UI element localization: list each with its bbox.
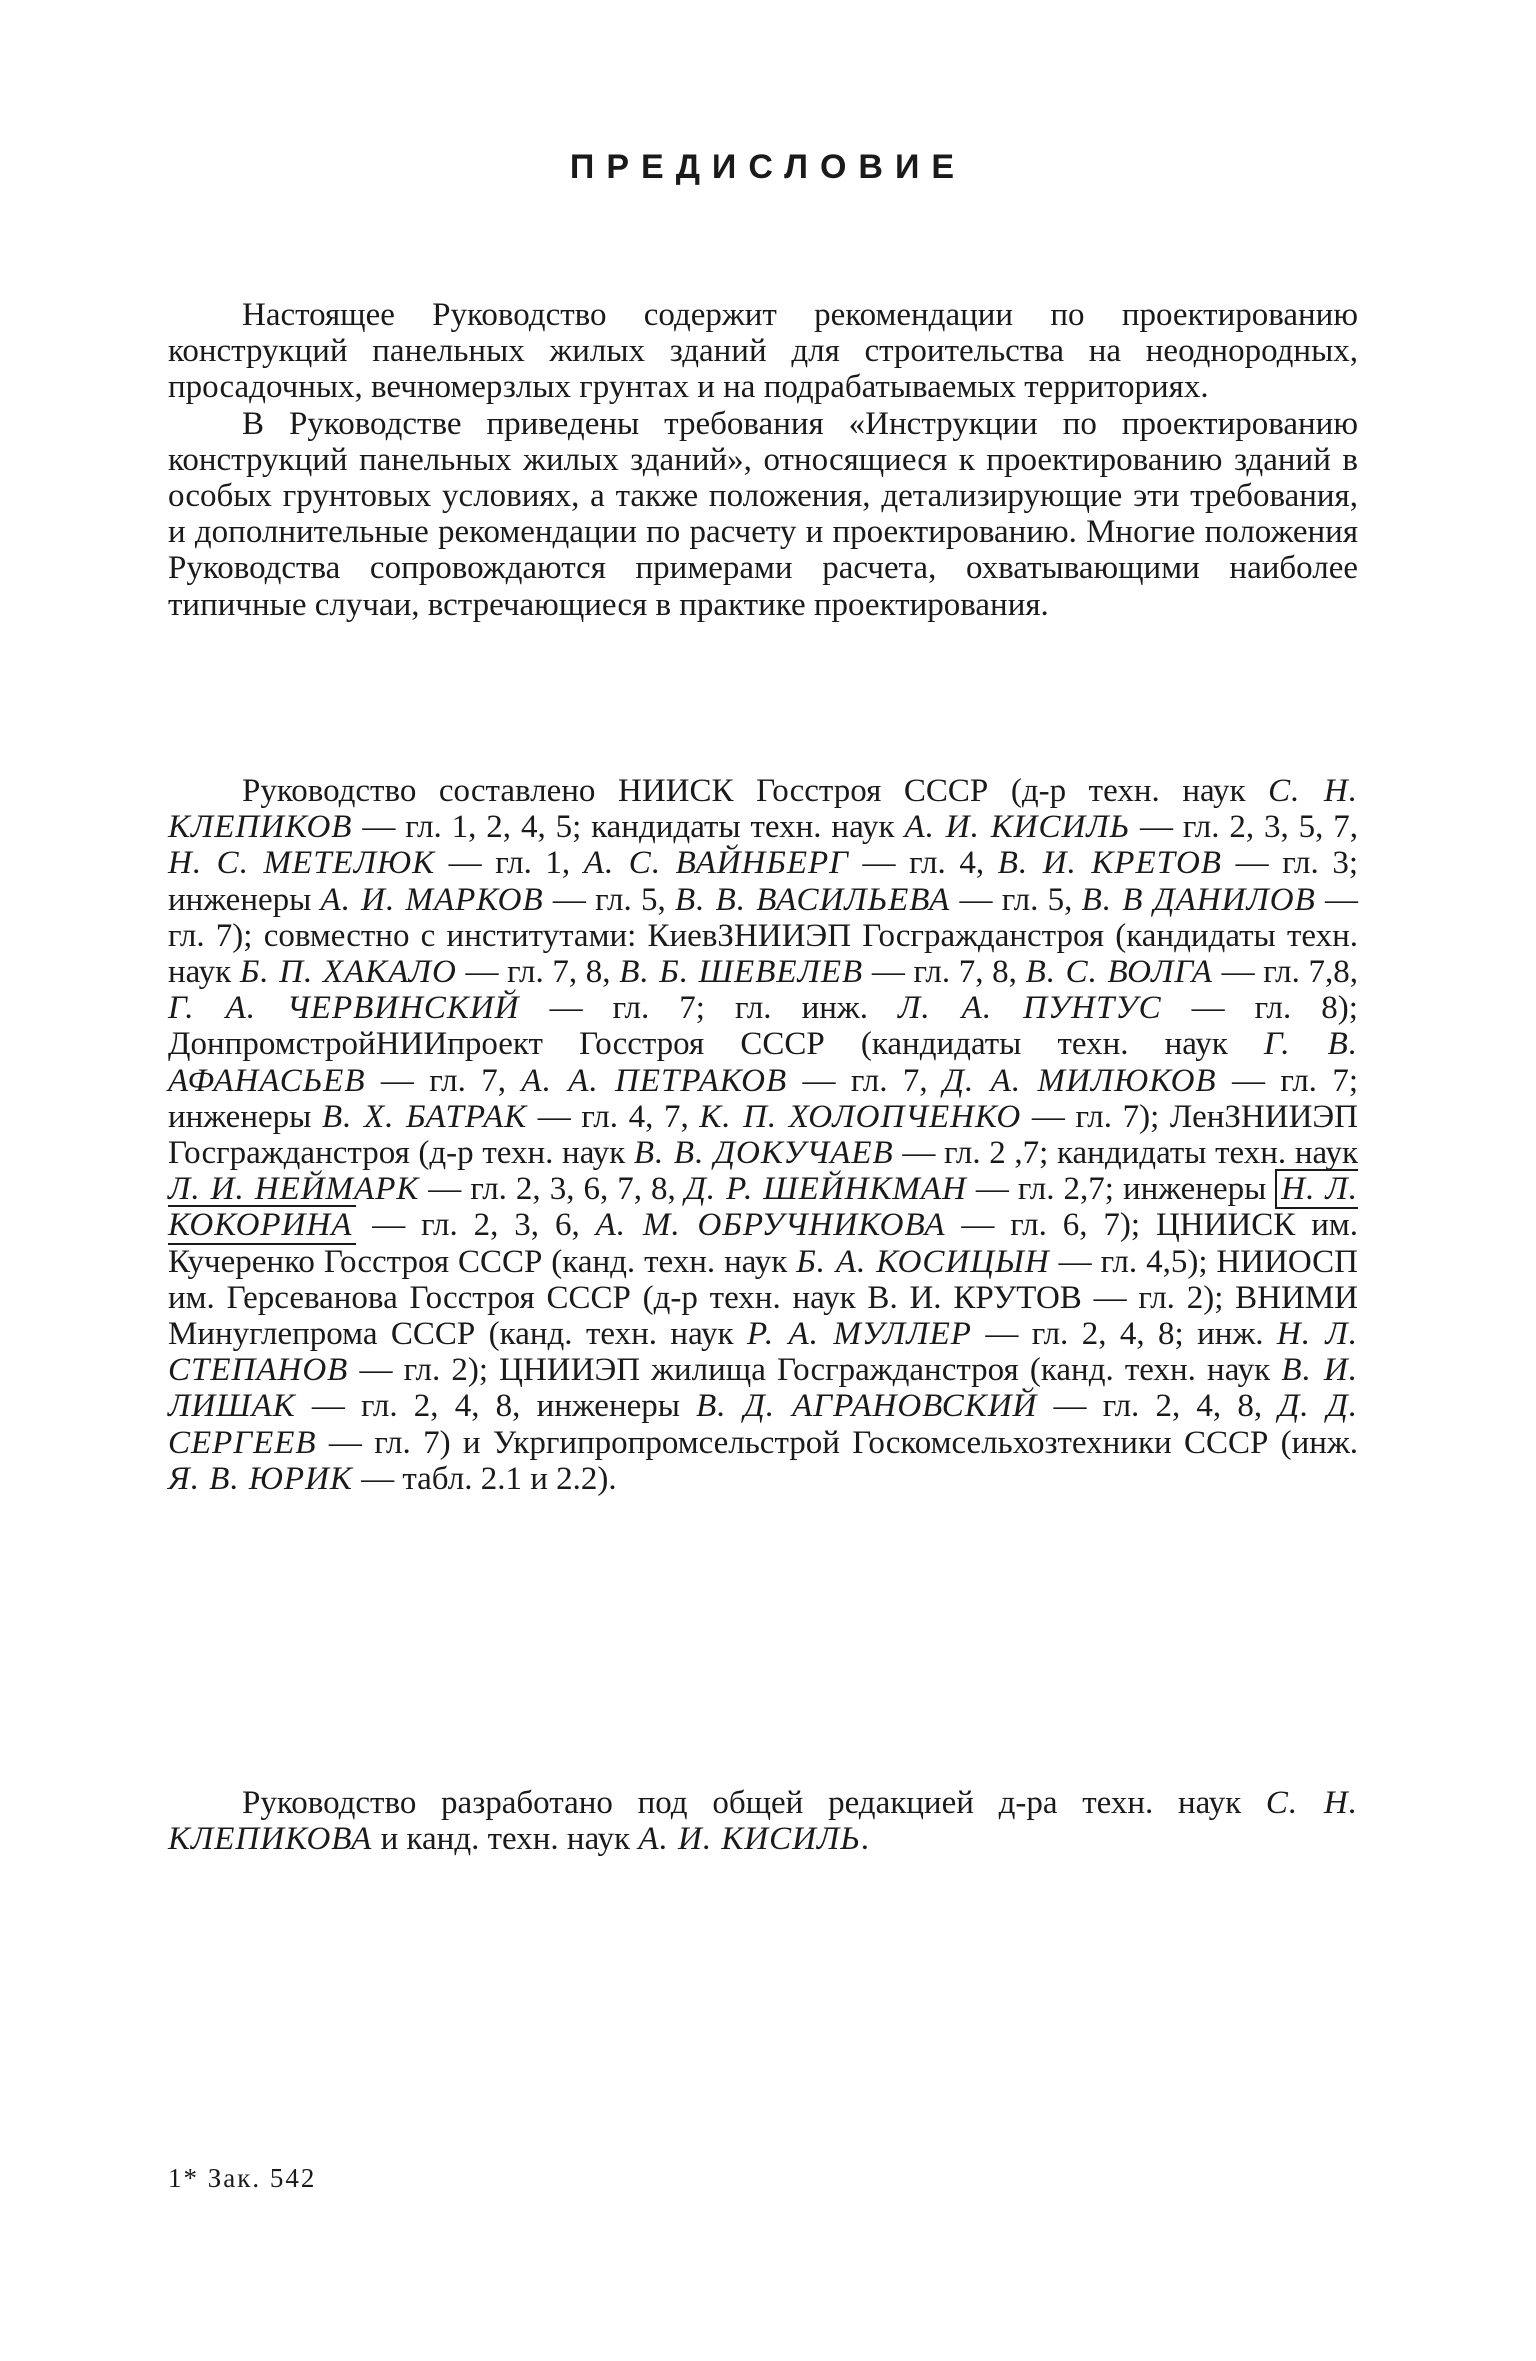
author-name: Б. П. ХАКАЛО xyxy=(239,954,457,991)
authors-text: — гл. 2, 3, 6, 7, 8, xyxy=(419,1171,685,1208)
editors-text: . xyxy=(860,1821,869,1858)
authors-text: — гл. 1, xyxy=(435,845,584,882)
author-name: В. Х. БАТРАК xyxy=(321,1098,528,1135)
editors-text: и канд. техн. наук xyxy=(372,1821,639,1858)
authors-section xyxy=(168,773,1358,1497)
authors-text: — гл. 6, 7); ЦНИИСК им. Кучеренко Госстроя СССР (канд. техн. наук xyxy=(168,1207,1359,1280)
author-name: С. Н. КЛЕПИКОВ xyxy=(168,773,1359,846)
authors-text: Руководство составлено НИИСК Госстроя СССР (д-р техн. наук xyxy=(242,773,1269,809)
authors-text: — гл. 7, xyxy=(787,1062,944,1099)
authors-text: — гл. 5, xyxy=(543,881,675,918)
author-name: К. П. ХОЛОПЧЕНКО xyxy=(699,1098,1022,1135)
author-name: А. М. ОБРУЧНИКОВА xyxy=(595,1207,946,1244)
authors-text: — гл. 2 ,7; кандидаты техн. наук xyxy=(893,1135,1358,1172)
authors-text: — гл. 2,7; инженеры xyxy=(966,1171,1276,1208)
author-name: В. И. КРЕТОВ xyxy=(997,845,1222,882)
author-name: Н. С. МЕТЕЛЮК xyxy=(168,845,436,882)
author-name: Р. А. МУЛЛЕР xyxy=(747,1316,972,1353)
author-name: Г. А. ЧЕРВИНСКИЙ xyxy=(168,990,520,1027)
author-name: Б. А. КОСИЦЫН xyxy=(796,1243,1050,1280)
author-name: Н. Л. СТЕПАНОВ xyxy=(168,1316,1358,1389)
author-name: В. Д. АГРАНОВСКИЙ xyxy=(696,1388,1038,1425)
author-name: Г. В. АФАНАСЬЕВ xyxy=(168,1026,1358,1099)
authors-text: — гл. 2, 4, 8, инженеры xyxy=(295,1388,697,1425)
author-name: А. И. КИСИЛЬ xyxy=(904,809,1131,846)
authors-text: — гл. 8); ДонпромстройНИИпроект Госстроя СССР (кандидаты техн. наук xyxy=(168,990,1358,1063)
author-name: Я. В. ЮРИК xyxy=(168,1460,353,1497)
editors-paragraph xyxy=(168,1785,1358,1857)
author-name-framed: Н. Л. КОКОРИНА xyxy=(168,1171,1359,1244)
author-name: В. В. ВАСИЛЬЕВА xyxy=(674,881,951,918)
intro-paragraph-1: Настоящее Руководство содержит рекомендации по проектированию конструкций панельных жилых зданий для строительства на неоднородных, просадочных, вечномерзлых грунтах и на подрабатываемых территориях. xyxy=(168,297,1358,406)
author-name: В. С. ВОЛГА xyxy=(1025,954,1213,991)
author-name: Л. И. НЕЙМАРК xyxy=(168,1171,420,1208)
authors-text: — табл. 2.1 и 2.2). xyxy=(352,1460,617,1497)
authors-text: — гл. 7); ЛенЗНИИЭП Госгражданстроя (д-р техн. наук xyxy=(168,1098,1359,1172)
authors-text: — гл. 2, 3, 5, 7, xyxy=(1130,809,1358,846)
authors-text: — гл. 4, 7, xyxy=(527,1098,700,1135)
authors-text: — гл. 7, xyxy=(365,1062,522,1099)
author-name: В. В ДАНИЛОВ xyxy=(1081,881,1316,918)
authors-text: — гл. 1, 2, 4, 5; кандидаты техн. наук xyxy=(352,809,905,846)
authors-text: — гл. 7; инженеры xyxy=(168,1062,1358,1135)
author-name: А. С. ВАЙНБЕРГ xyxy=(583,845,849,882)
authors-text: — гл. 5, xyxy=(950,881,1082,918)
authors-text: — гл. 3; инженеры xyxy=(168,845,1359,918)
authors-text: — гл. 2, 3, 6, xyxy=(356,1207,596,1244)
author-name: Д. Р. ШЕЙНКМАН xyxy=(684,1171,967,1208)
author-name: А. А. ПЕТРАКОВ xyxy=(521,1062,788,1099)
editors-text: Руководство разработано под общей редакцией д-ра техн. наук xyxy=(242,1785,1266,1821)
author-name: Д. А. МИЛЮКОВ xyxy=(943,1062,1217,1099)
author-name: В. Б. ШЕВЕЛЕВ xyxy=(619,954,864,991)
intro-paragraph-2: В Руководстве приведены требования «Инструкции по проектированию конструкций панельных жилых зданий», относящиеся к проектированию зданий в особых грунтовых условиях, а также положения, детализирующие эти требования, и дополнительные рекомендации по расчету и проектированию. Многие положения Руководства сопровождаются примерами расчета, охватывающими наиболее типичные случаи, встречающиеся в практике проектирования. xyxy=(168,405,1358,623)
authors-text: — гл. 7) и Укргипропромсельстрой Госкомсельхозтехники СССР (инж. xyxy=(316,1424,1358,1461)
editor-name: А. И. КИСИЛЬ xyxy=(638,1821,861,1858)
authors-text: — гл. 2, 4, 8, xyxy=(1037,1388,1279,1425)
authors-text: — гл. 7, 8, xyxy=(863,954,1026,991)
author-name: Д. Д. СЕРГЕЕВ xyxy=(168,1388,1358,1461)
authors-text: — гл. 7, 8, xyxy=(456,954,620,991)
authors-text: — гл. 2); ЦНИИЭП жилища Госгражданстроя (канд. техн. наук xyxy=(348,1352,1282,1389)
authors-text: — гл. 7; гл. инж. xyxy=(519,990,899,1027)
intro-section xyxy=(168,297,1358,623)
editor-name: С. Н. КЛЕПИКОВА xyxy=(168,1785,1358,1858)
authors-text: — гл. 4, xyxy=(848,845,998,882)
authors-text: — гл. 2, 4, 8; инж. xyxy=(971,1316,1277,1353)
editors-section xyxy=(168,1785,1358,1857)
authors-text: — гл. 7,8, xyxy=(1212,954,1359,991)
author-name: В. В. ДОКУЧАЕВ xyxy=(633,1135,894,1172)
print-order-footer: 1* Зак. 542 xyxy=(168,2163,317,2193)
page-title: ПРЕДИСЛОВИЕ xyxy=(569,148,967,186)
author-name: А. И. МАРКОВ xyxy=(320,881,544,918)
author-name: В. И. ЛИШАК xyxy=(168,1352,1358,1425)
authors-text: — гл. 4,5); НИИОСП им. Герсеванова Госстроя СССР (д-р техн. наук В. И. КРУТОВ — гл. 2); ВНИМИ Минуглепрома СССР (канд. техн. наук xyxy=(168,1243,1358,1353)
authors-text: — гл. 7); совместно с институтами: КиевЗНИИЭП Госгражданстроя (кандидаты техн. наук xyxy=(168,881,1359,991)
author-name: Л. А. ПУНТУС xyxy=(898,990,1162,1027)
authors-paragraph xyxy=(168,773,1358,1497)
